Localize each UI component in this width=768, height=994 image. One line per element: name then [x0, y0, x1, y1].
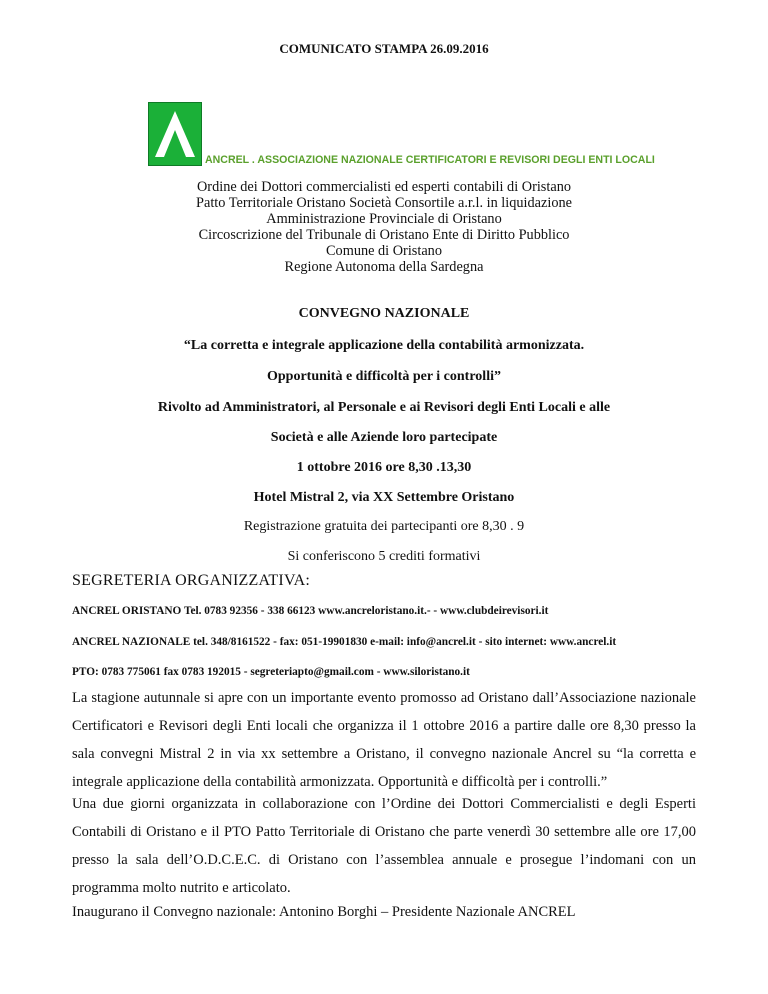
organizer-item: Ordine dei Dottori commercialisti ed esperti contabili di Oristano	[196, 179, 571, 195]
body-paragraph-3	[72, 898, 696, 926]
paragraph-text: Inaugurano il Convegno nazionale: Antonino Borghi – Presidente Nazionale ANCREL	[72, 904, 576, 920]
event-subtitle-line1: “La corretta e integrale applicazione della contabilità armonizzata.	[183, 338, 585, 353]
body-paragraph-2	[72, 790, 696, 902]
organizer-item: Patto Territoriale Oristano Società Consortile a.r.l. in liquidazione	[196, 195, 572, 211]
organizer-item: Comune di Oristano	[326, 243, 442, 259]
paragraph-text: La stagione autunnale si apre con un importante evento promosso ad Oristano dall’Associazione nazionale Certificatori e Revisori degli Enti locali che organizza il 1 ottobre 2016 a partire dalle ore 8,30 presso la sala convegni Mistral 2 in via xx settembre a Oristano, il convegno nazionale Ancrel su “la corretta e integrale applicazione della contabilità armonizzata. Opportunità e difficoltà per i controlli.”	[72, 690, 696, 790]
secretariat-heading: SEGRETERIA ORGANIZZATIVA:	[72, 572, 311, 589]
event-title: CONVEGNO NAZIONALE	[298, 306, 470, 321]
event-date: 1 ottobre 2016 ore 8,30 .13,30	[296, 460, 472, 475]
organizer-item: Regione Autonoma della Sardegna	[284, 259, 484, 275]
contact-pto: PTO: 0783 775061 fax 0783 192015 - segreteriapto@gmail.com - www.siloristano.it	[72, 666, 470, 678]
event-venue: Hotel Mistral 2, via XX Settembre Oristano	[253, 490, 515, 505]
event-subtitle-line2: Opportunità e difficoltà per i controlli”	[267, 369, 501, 384]
organizers-list	[0, 179, 768, 275]
paragraph-text: Una due giorni organizzata in collaborazione con l’Ordine dei Dottori Commercialisti e degli Esperti Contabili di Oristano e il PTO Patto Territoriale di Oristano che parte venerdì 30 settembre alle ore 17,00 presso la sala dell’O.D.C.E.C. di Oristano con l’assemblea annuale e prosegue l’indomani con un programma molto nutrito e articolato.	[72, 796, 696, 896]
organizer-item: Amministrazione Provinciale di Oristano	[266, 211, 502, 227]
press-release-header: COMUNICATO STAMPA 26.09.2016	[279, 41, 489, 56]
contact-ancrel-oristano: ANCREL ORISTANO Tel. 0783 92356 - 338 66123 www.ancreloristano.it.- - www.clubdeirevisori.it	[72, 605, 549, 617]
event-audience-line1: Rivolto ad Amministratori, al Personale e ai Revisori degli Enti Locali e alle	[157, 400, 611, 415]
event-credits: Si conferiscono 5 crediti formativi	[287, 549, 481, 564]
contact-ancrel-nazionale: ANCREL NAZIONALE tel. 348/8161522 - fax: 051-19901830 e-mail: info@ancrel.it - sito internet: www.ancrel.it	[72, 636, 617, 648]
event-audience-line2: Società e alle Aziende loro partecipate	[270, 430, 498, 445]
body-paragraph-1	[72, 684, 696, 796]
event-registration: Registrazione gratuita dei partecipanti ore 8,30 . 9	[243, 519, 525, 534]
ancrel-logo	[148, 102, 202, 166]
organizer-item: Circoscrizione del Tribunale di Oristano Ente di Diritto Pubblico	[198, 227, 570, 243]
association-name: ANCREL . ASSOCIAZIONE NAZIONALE CERTIFICATORI E REVISORI DEGLI ENTI LOCALI	[205, 154, 655, 166]
